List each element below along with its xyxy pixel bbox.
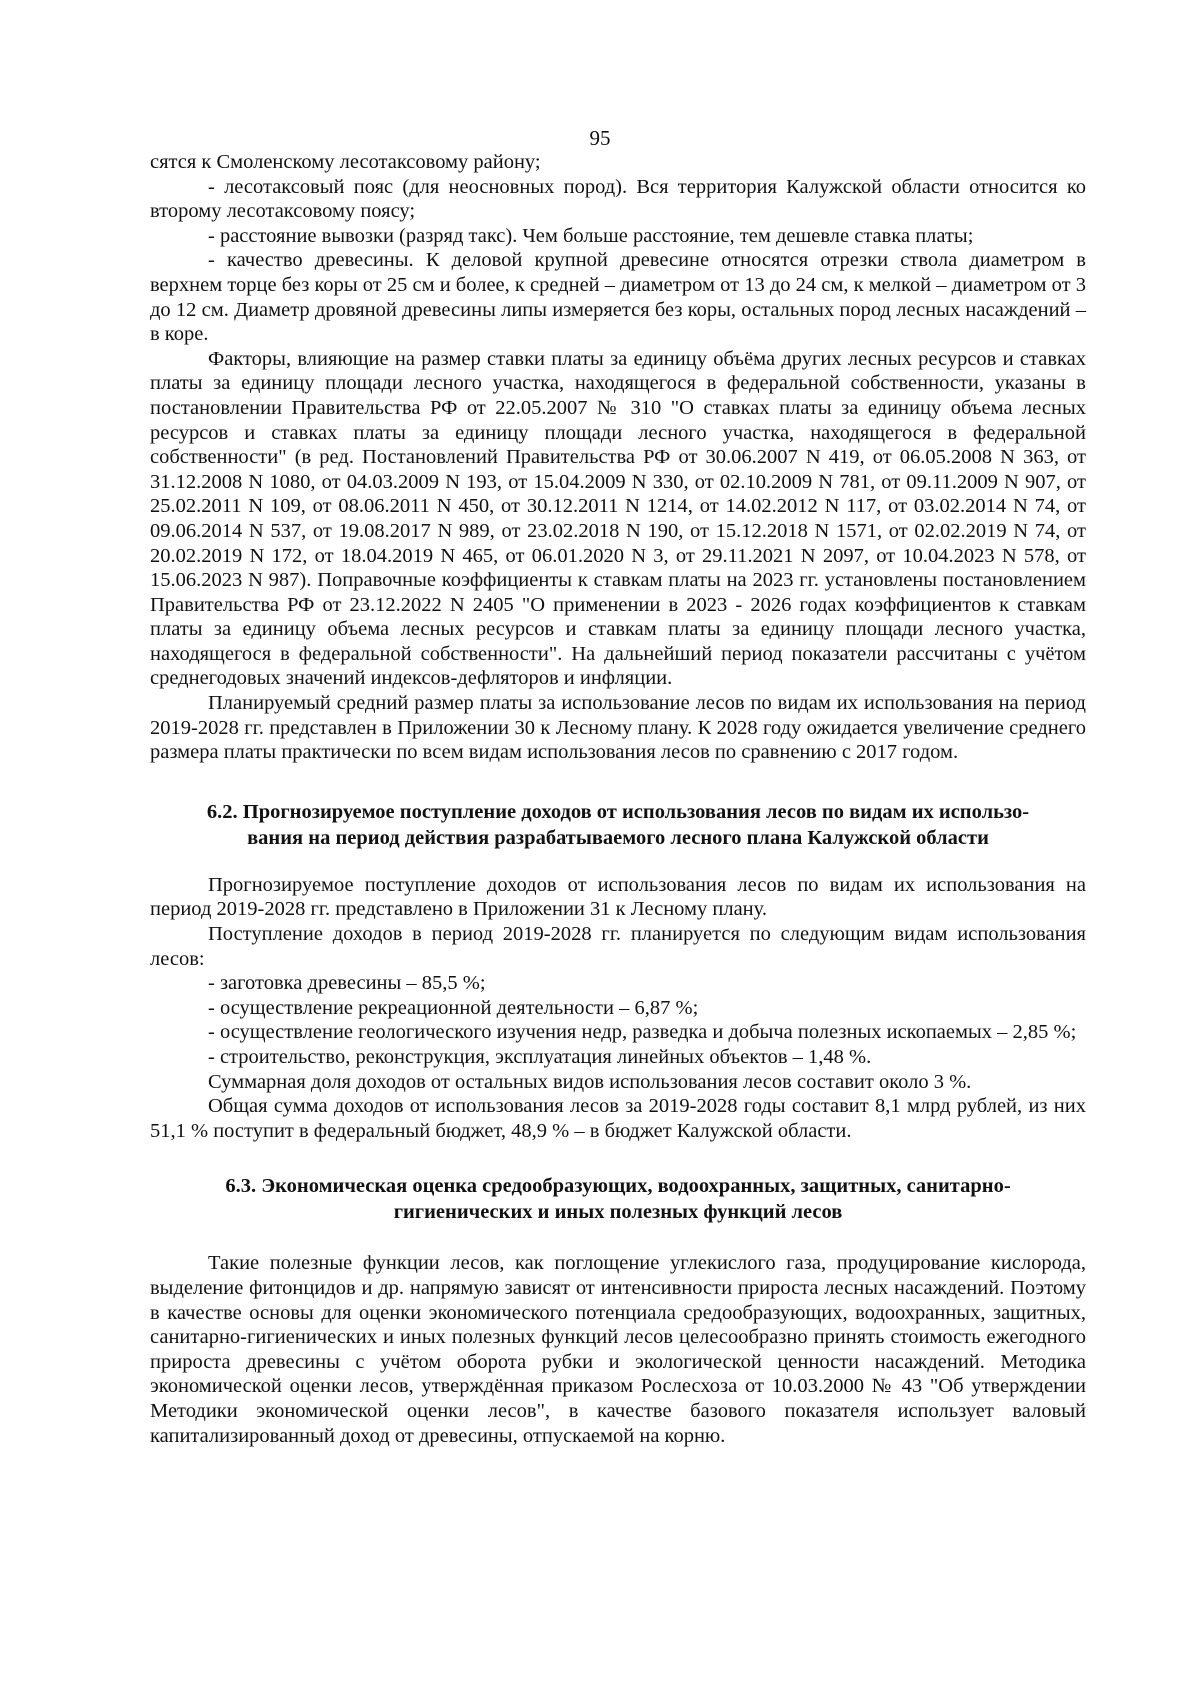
section-heading-6-3 <box>150 1173 1086 1225</box>
paragraph-total-income: Общая сумма доходов от использования лесов за 2019-2028 годы составит 8,1 млрд рублей, из них 51,1 % поступит в федеральный бюджет, 48,9 % – в бюджет Калужской области. <box>150 1095 1086 1142</box>
list-item-wood-quality: - качество древесины. К деловой крупной древесине относятся отрезки ствола диаметром в верхнем торце без коры от 25 см и более, к средней – диаметром от 13 до 24 см, к мелкой – диаметром от 3 до 12 см. Диаметр дровяной древесины липы измеряется без коры, остальных пород лесных насаждений – в коре. <box>150 249 1086 346</box>
list-item-forest-tax-belt: - лесотаксовый пояс (для неосновных пород). Вся территория Калужской области относится ко второму лесотаксовому поясу; <box>150 175 1086 223</box>
paragraph-income-types: Поступление доходов в период 2019-2028 гг. планируется по следующим видам использования лесов: <box>150 923 1086 970</box>
heading-line: гигиенических и иных полезных функций лесов <box>393 1201 843 1224</box>
paragraph-forest-functions: Такие полезные функции лесов, как поглощение углекислого газа, продуцирование кислорода, выделение фитонцидов и др. напрямую зависят от интенсивности прироста лесных насаждений. Поэтому в качестве основы для оценки экономического потенциала средообразующих, водоохранных, защитных, санитарно-гигиенических и иных полезных функций лесов целесообразно принять стоимость ежегодного прироста древесины с учётом оборота рубки и экологической ценности насаждений. Методика экономической оценки лесов, утверждённая приказом Рослесхоза от 10.03.2000 № 43 "Об утверждении Методики экономической оценки лесов", в качестве базового показателя использует валовый капитализированный доход от древесины, отпускаемой на корню. <box>150 1252 1086 1447</box>
heading-line: 6.2. Прогнозируемое поступление доходов от использования лесов по видам их использо- <box>206 800 1030 823</box>
list-item-transport-distance: - расстояние вывозки (разряд такс). Чем больше расстояние, тем дешевле ставка платы; <box>208 224 974 247</box>
heading-line: 6.3. Экономическая оценка средообразующих, водоохранных, защитных, санитарно- <box>225 1175 1011 1198</box>
list-item-recreation: - осуществление рекреационной деятельности – 6,87 %; <box>208 996 699 1019</box>
list-item-geology: - осуществление геологического изучения недр, разведка и добыча полезных ископаемых – 2,85 %; <box>208 1021 1077 1044</box>
paragraph-continuation: сятся к Смоленскому лесотаксовому району; <box>150 151 541 173</box>
heading-line: вания на период действия разрабатываемого лесного плана Калужской области <box>247 826 989 849</box>
section-heading-6-2 <box>150 799 1086 851</box>
paragraph-rate-factors: Факторы, влияющие на размер ставки платы за единицу объёма других лесных ресурсов и ставках платы за единицу площади лесного участка, находящегося в федеральной собственности, указаны в постановлении Правительства РФ от 22.05.2007 № 310 "О ставках платы за единицу объема лесных ресурсов и ставках платы за единицу площади лесного участка, находящегося в федеральной собственности" (в ред. Постановлений Правительства РФ от 30.06.2007 N 419, от 06.05.2008 N 363, от 31.12.2008 N 1080, от 04.03.2009 N 193, от 15.04.2009 N 330, от 02.10.2009 N 781, от 09.11.2009 N 907, от 25.02.2011 N 109, от 08.06.2011 N 450, от 30.12.2011 N 1214, от 14.02.2012 N 117, от 03.02.2014 N 74, от 09.06.2014 N 537, от 19.08.2017 N 989, от 23.02.2018 N 190, от 15.12.2018 N 1571, от 02.02.2019 N 74, от 20.02.2019 N 172, от 18.04.2019 N 465, от 06.01.2020 N 3, от 29.11.2021 N 2097, от 10.04.2023 N 578, от 15.06.2023 N 987). Поправочные коэффициенты к ставкам платы на 2023 гг. установлены постановлением Правительства РФ от 23.12.2022 N 2405 "О применении в 2023 - 2026 годах коэффициентов к ставкам платы за единицу объема лесных ресурсов и ставкам платы за единицу площади лесного участка, находящегося в федеральной собственности". На дальнейший период показатели рассчитаны с учётом среднегодовых значений индексов-дефляторов и инфляции. <box>150 347 1086 690</box>
paragraph-income-forecast: Прогнозируемое поступление доходов от использования лесов по видам их использования на период 2019-2028 гг. представлено в Приложении 31 к Лесному плану. <box>150 873 1086 921</box>
list-item-linear-objects: - строительство, реконструкция, эксплуатация линейных объектов – 1,48 %. <box>208 1046 872 1068</box>
page-content <box>150 150 1086 1448</box>
paragraph-planned-payment: Планируемый средний размер платы за использование лесов по видам их использования на период 2019-2028 гг. представлен в Приложении 30 к Лесному плану. К 2028 году ожидается увеличение среднего размера платы практически по всем видам использования лесов по сравнению с 2017 годом. <box>150 692 1086 764</box>
paragraph-other-share: Суммарная доля доходов от остальных видов использования лесов составит около 3 %. <box>208 1070 972 1093</box>
page-number: 95 <box>589 126 611 150</box>
list-item-timber-harvesting: - заготовка древесины – 85,5 %; <box>208 972 486 995</box>
